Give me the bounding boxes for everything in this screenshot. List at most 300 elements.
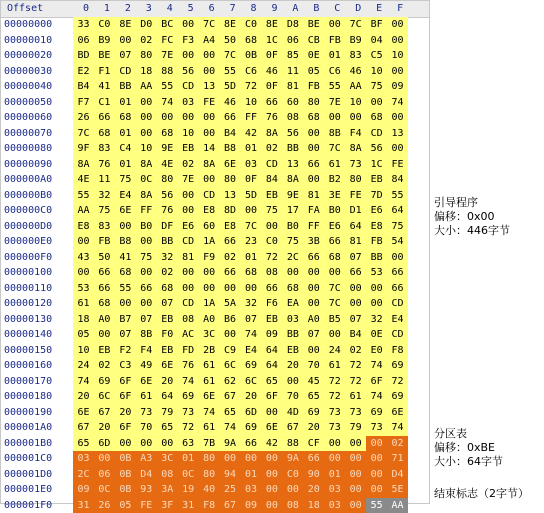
hex-byte[interactable]: BB [115, 79, 136, 95]
hex-byte[interactable]: 13 [220, 188, 241, 204]
hex-byte[interactable]: 00 [282, 482, 303, 498]
hex-byte[interactable]: FB [94, 234, 115, 250]
hex-byte[interactable]: B4 [73, 79, 94, 95]
hex-byte[interactable]: E6 [366, 203, 387, 219]
hex-byte[interactable]: 66 [387, 265, 408, 281]
hex-byte[interactable]: 07 [345, 312, 366, 328]
hex-byte[interactable]: 20 [115, 405, 136, 421]
hex-byte[interactable]: C9 [220, 343, 241, 359]
hex-byte[interactable]: 61 [136, 389, 157, 405]
hex-byte[interactable]: 00 [303, 141, 324, 157]
hex-byte[interactable]: C6 [324, 64, 345, 80]
hex-byte[interactable]: F0 [157, 327, 178, 343]
hex-byte[interactable]: 07 [157, 296, 178, 312]
hex-byte[interactable]: 00 [199, 172, 220, 188]
hex-byte[interactable]: A0 [303, 312, 324, 328]
hex-byte[interactable]: 00 [199, 48, 220, 64]
hex-byte[interactable]: 03 [73, 451, 94, 467]
hex-byte[interactable]: C5 [366, 48, 387, 64]
hex-byte[interactable]: 14 [199, 141, 220, 157]
hex-byte[interactable]: 02 [136, 33, 157, 49]
hex-byte[interactable]: 00 [136, 126, 157, 142]
hex-byte[interactable]: 00 [199, 110, 220, 126]
hex-byte[interactable]: FB [366, 234, 387, 250]
hex-byte[interactable]: CD [178, 296, 199, 312]
hex-byte[interactable]: F3 [178, 33, 199, 49]
hex-byte[interactable]: BD [73, 48, 94, 64]
hex-byte[interactable]: 11 [282, 64, 303, 80]
hex-byte[interactable]: B4 [220, 126, 241, 142]
hex-byte[interactable]: 00 [136, 296, 157, 312]
hex-byte[interactable]: 10 [73, 343, 94, 359]
hex-byte[interactable]: 01 [241, 250, 262, 266]
hex-byte[interactable]: 74 [73, 374, 94, 390]
hex-byte[interactable]: 02 [345, 343, 366, 359]
hex-byte[interactable]: CF [303, 436, 324, 452]
hex-byte[interactable]: 00 [303, 265, 324, 281]
hex-byte[interactable]: E4 [241, 343, 262, 359]
hex-byte[interactable]: 61 [324, 157, 345, 173]
hex-byte[interactable]: 80 [345, 172, 366, 188]
hex-byte[interactable]: C1 [94, 95, 115, 111]
hex-byte[interactable]: 10 [178, 126, 199, 142]
hex-byte[interactable]: 00 [324, 436, 345, 452]
hex-byte[interactable]: 6F [261, 389, 282, 405]
hex-byte[interactable]: F7 [73, 95, 94, 111]
hex-byte[interactable]: CD [178, 79, 199, 95]
hex-byte[interactable]: 61 [73, 296, 94, 312]
hex-byte[interactable]: 66 [136, 281, 157, 297]
hex-byte[interactable]: 55 [366, 498, 387, 513]
hex-byte[interactable]: 72 [324, 389, 345, 405]
hex-byte[interactable]: 61 [199, 420, 220, 436]
hex-byte[interactable]: 00 [303, 126, 324, 142]
hex-byte[interactable]: 64 [345, 219, 366, 235]
hex-byte[interactable]: 00 [324, 327, 345, 343]
hex-byte[interactable]: B2 [324, 172, 345, 188]
hex-byte[interactable]: 00 [303, 296, 324, 312]
hex-byte[interactable]: E8 [73, 219, 94, 235]
hex-byte[interactable]: 55 [220, 64, 241, 80]
hex-byte[interactable]: 00 [303, 281, 324, 297]
hex-byte[interactable]: 74 [220, 420, 241, 436]
hex-byte[interactable]: 01 [324, 467, 345, 483]
hex-byte[interactable]: 7C [324, 281, 345, 297]
hex-byte[interactable]: 02 [261, 141, 282, 157]
hex-byte[interactable]: 73 [324, 405, 345, 421]
hex-byte[interactable]: B0 [324, 203, 345, 219]
hex-byte[interactable]: 68 [282, 281, 303, 297]
hex-byte[interactable]: C0 [94, 17, 115, 33]
hex-byte[interactable]: E6 [324, 219, 345, 235]
hex-byte[interactable]: 69 [241, 358, 262, 374]
hex-byte[interactable]: A0 [199, 312, 220, 328]
hex-byte[interactable]: 6D [241, 405, 262, 421]
hex-byte[interactable]: 63 [178, 436, 199, 452]
hex-byte[interactable]: 8E [261, 17, 282, 33]
hex-byte[interactable]: 06 [73, 33, 94, 49]
hex-byte[interactable]: 66 [220, 234, 241, 250]
hex-byte[interactable]: 20 [157, 374, 178, 390]
hex-byte[interactable]: 00 [73, 234, 94, 250]
hex-byte[interactable]: 68 [366, 110, 387, 126]
hex-byte[interactable]: B5 [324, 312, 345, 328]
hex-byte[interactable]: 9A [220, 436, 241, 452]
hex-byte[interactable]: EB [157, 343, 178, 359]
hex-byte[interactable]: 5D [220, 79, 241, 95]
hex-byte[interactable]: 81 [303, 188, 324, 204]
hex-byte[interactable]: 10 [136, 141, 157, 157]
hex-byte[interactable]: 05 [303, 64, 324, 80]
hex-byte[interactable]: 69 [366, 405, 387, 421]
hex-byte[interactable]: 46 [345, 64, 366, 80]
hex-byte[interactable]: 10 [366, 64, 387, 80]
hex-byte[interactable]: 24 [73, 358, 94, 374]
hex-byte[interactable]: 9E [157, 141, 178, 157]
hex-byte[interactable]: 10 [241, 95, 262, 111]
hex-byte[interactable]: AA [73, 203, 94, 219]
hex-byte[interactable]: 69 [94, 374, 115, 390]
hex-byte[interactable]: 07 [115, 327, 136, 343]
hex-byte[interactable]: D1 [345, 203, 366, 219]
hex-byte[interactable]: 0E [303, 48, 324, 64]
hex-byte[interactable]: 6E [115, 203, 136, 219]
hex-byte[interactable]: BE [94, 48, 115, 64]
hex-byte[interactable]: 8B [324, 126, 345, 142]
hex-byte[interactable]: 00 [345, 281, 366, 297]
hex-byte[interactable]: 62 [220, 374, 241, 390]
hex-byte[interactable]: 7D [366, 188, 387, 204]
hex-byte[interactable]: E8 [366, 219, 387, 235]
hex-byte[interactable]: 68 [115, 265, 136, 281]
hex-byte[interactable]: 25 [220, 482, 241, 498]
hex-byte[interactable]: 68 [157, 281, 178, 297]
hex-byte[interactable]: 00 [261, 482, 282, 498]
hex-byte[interactable]: FF [241, 110, 262, 126]
hex-byte[interactable]: 66 [345, 265, 366, 281]
hex-byte[interactable]: 3E [324, 188, 345, 204]
hex-byte[interactable]: 19 [178, 482, 199, 498]
hex-byte[interactable]: 75 [115, 172, 136, 188]
hex-byte[interactable]: 55 [387, 188, 408, 204]
hex-byte[interactable]: D4 [387, 467, 408, 483]
hex-byte[interactable]: 7E [157, 48, 178, 64]
hex-byte[interactable]: 74 [178, 374, 199, 390]
hex-byte[interactable]: 69 [303, 405, 324, 421]
hex-byte[interactable]: 73 [366, 420, 387, 436]
hex-byte[interactable]: 76 [94, 157, 115, 173]
hex-byte[interactable]: 00 [345, 498, 366, 513]
hex-byte[interactable]: 5D [241, 188, 262, 204]
hex-byte[interactable]: FE [387, 157, 408, 173]
hex-byte[interactable]: 84 [261, 172, 282, 188]
hex-byte[interactable]: 20 [282, 358, 303, 374]
hex-byte[interactable]: 72 [241, 79, 262, 95]
hex-byte[interactable]: 42 [261, 436, 282, 452]
hex-grid[interactable] [73, 17, 429, 513]
hex-byte[interactable]: 00 [261, 219, 282, 235]
hex-byte[interactable]: BE [303, 17, 324, 33]
hex-byte[interactable]: CD [178, 234, 199, 250]
hex-byte[interactable]: 55 [324, 79, 345, 95]
hex-byte[interactable]: 61 [345, 389, 366, 405]
hex-byte[interactable]: 00 [261, 451, 282, 467]
hex-byte[interactable]: 00 [94, 451, 115, 467]
hex-byte[interactable]: 00 [324, 110, 345, 126]
hex-byte[interactable]: F6 [261, 296, 282, 312]
hex-byte[interactable]: 08 [157, 467, 178, 483]
hex-byte[interactable]: 02 [94, 358, 115, 374]
hex-byte[interactable]: 79 [345, 420, 366, 436]
hex-byte[interactable]: 66 [94, 281, 115, 297]
hex-byte[interactable]: 75 [282, 234, 303, 250]
hex-byte[interactable]: 06 [94, 467, 115, 483]
hex-byte[interactable]: 00 [199, 281, 220, 297]
hex-byte[interactable]: B0 [136, 219, 157, 235]
hex-byte[interactable]: 68 [94, 126, 115, 142]
hex-byte[interactable]: 20 [303, 482, 324, 498]
hex-byte[interactable]: 00 [178, 48, 199, 64]
hex-byte[interactable]: 81 [345, 234, 366, 250]
hex-byte[interactable]: 08 [282, 110, 303, 126]
hex-byte[interactable]: 70 [136, 420, 157, 436]
hex-byte[interactable]: 8D [220, 203, 241, 219]
hex-byte[interactable]: 7C [199, 17, 220, 33]
hex-byte[interactable]: 00 [261, 467, 282, 483]
hex-byte[interactable]: 03 [178, 95, 199, 111]
hex-byte[interactable]: 3B [303, 234, 324, 250]
hex-byte[interactable]: 23 [241, 234, 262, 250]
hex-byte[interactable]: 55 [73, 188, 94, 204]
hex-byte[interactable]: F4 [345, 126, 366, 142]
hex-byte[interactable]: 00 [345, 436, 366, 452]
hex-byte[interactable]: 6D [94, 436, 115, 452]
hex-byte[interactable]: 80 [220, 172, 241, 188]
hex-byte[interactable]: 83 [94, 141, 115, 157]
hex-byte[interactable]: 3C [199, 327, 220, 343]
hex-byte[interactable]: FE [136, 498, 157, 513]
hex-byte[interactable]: 1C [366, 157, 387, 173]
hex-byte[interactable]: E4 [387, 312, 408, 328]
hex-byte[interactable]: 68 [115, 110, 136, 126]
hex-byte[interactable]: 80 [199, 451, 220, 467]
hex-byte[interactable]: 0B [115, 482, 136, 498]
hex-byte[interactable]: E8 [220, 219, 241, 235]
hex-byte[interactable]: 0B [241, 48, 262, 64]
hex-byte[interactable]: 83 [345, 48, 366, 64]
hex-byte[interactable]: 7E [178, 172, 199, 188]
hex-byte[interactable]: 5E [387, 482, 408, 498]
hex-byte[interactable]: 69 [387, 389, 408, 405]
hex-byte[interactable]: 8A [136, 157, 157, 173]
hex-byte[interactable]: 02 [178, 157, 199, 173]
hex-byte[interactable]: 31 [178, 498, 199, 513]
hex-byte[interactable]: 64 [261, 343, 282, 359]
hex-byte[interactable]: 3A [157, 482, 178, 498]
hex-byte[interactable]: A0 [94, 312, 115, 328]
hex-byte[interactable]: 72 [387, 374, 408, 390]
hex-byte[interactable]: 00 [387, 250, 408, 266]
hex-byte[interactable]: 32 [241, 296, 262, 312]
hex-byte[interactable]: 00 [178, 281, 199, 297]
hex-byte[interactable]: 00 [199, 265, 220, 281]
hex-byte[interactable]: 80 [136, 48, 157, 64]
hex-byte[interactable]: 00 [366, 482, 387, 498]
hex-byte[interactable]: 73 [136, 405, 157, 421]
hex-byte[interactable]: 32 [366, 312, 387, 328]
hex-byte[interactable]: B7 [115, 312, 136, 328]
hex-byte[interactable]: CD [115, 64, 136, 80]
hex-byte[interactable]: A4 [199, 33, 220, 49]
hex-byte[interactable]: 0C [94, 482, 115, 498]
hex-byte[interactable]: 32 [157, 250, 178, 266]
hex-byte[interactable]: 61 [199, 358, 220, 374]
hex-byte[interactable]: 07 [115, 48, 136, 64]
hex-byte[interactable]: 60 [199, 219, 220, 235]
hex-byte[interactable]: 61 [199, 374, 220, 390]
hex-byte[interactable]: 69 [241, 420, 262, 436]
hex-byte[interactable]: 40 [199, 482, 220, 498]
hex-byte[interactable]: 66 [241, 436, 262, 452]
hex-byte[interactable]: 07 [241, 312, 262, 328]
hex-byte[interactable]: 00 [115, 219, 136, 235]
hex-byte[interactable]: 46 [261, 64, 282, 80]
hex-byte[interactable]: 00 [345, 110, 366, 126]
hex-byte[interactable]: 09 [387, 79, 408, 95]
hex-byte[interactable]: C3 [115, 358, 136, 374]
hex-byte[interactable]: 53 [73, 281, 94, 297]
hex-byte[interactable]: CD [261, 157, 282, 173]
hex-byte[interactable]: 0F [261, 48, 282, 64]
hex-byte[interactable]: D0 [136, 17, 157, 33]
hex-byte[interactable]: 64 [261, 358, 282, 374]
hex-byte[interactable]: 73 [178, 405, 199, 421]
hex-byte[interactable]: C0 [241, 17, 262, 33]
hex-byte[interactable]: 6E [261, 420, 282, 436]
hex-byte[interactable]: 7B [199, 436, 220, 452]
hex-byte[interactable]: 65 [220, 405, 241, 421]
hex-byte[interactable]: 68 [157, 126, 178, 142]
hex-byte[interactable]: 66 [387, 281, 408, 297]
hex-byte[interactable]: E6 [178, 219, 199, 235]
hex-byte[interactable]: 13 [387, 126, 408, 142]
hex-byte[interactable]: CB [303, 33, 324, 49]
hex-byte[interactable]: 00 [366, 451, 387, 467]
hex-byte[interactable]: EA [282, 296, 303, 312]
hex-byte[interactable]: 6E [199, 389, 220, 405]
hex-byte[interactable]: D4 [136, 467, 157, 483]
hex-byte[interactable]: EB [282, 343, 303, 359]
hex-byte[interactable]: 13 [199, 79, 220, 95]
hex-byte[interactable]: 70 [282, 389, 303, 405]
hex-byte[interactable]: 03 [324, 482, 345, 498]
hex-byte[interactable]: 03 [241, 157, 262, 173]
hex-byte[interactable]: 00 [157, 110, 178, 126]
hex-byte[interactable]: FF [303, 219, 324, 235]
hex-byte[interactable]: 00 [303, 172, 324, 188]
hex-byte[interactable]: 75 [94, 203, 115, 219]
hex-byte[interactable]: 09 [241, 498, 262, 513]
hex-byte[interactable]: 03 [241, 482, 262, 498]
hex-byte[interactable]: 80 [303, 95, 324, 111]
hex-byte[interactable]: 7C [241, 219, 262, 235]
hex-byte[interactable]: AA [136, 79, 157, 95]
hex-byte[interactable]: 00 [178, 188, 199, 204]
hex-byte[interactable]: 76 [178, 358, 199, 374]
hex-byte[interactable]: A3 [136, 451, 157, 467]
hex-byte[interactable]: 00 [345, 467, 366, 483]
hex-byte[interactable]: 74 [387, 95, 408, 111]
hex-byte[interactable]: 7C [73, 126, 94, 142]
hex-byte[interactable]: 00 [199, 64, 220, 80]
hex-byte[interactable]: 11 [94, 172, 115, 188]
hex-byte[interactable]: F2 [115, 343, 136, 359]
hex-byte[interactable]: 00 [178, 265, 199, 281]
hex-byte[interactable]: 00 [115, 296, 136, 312]
hex-byte[interactable]: D8 [282, 17, 303, 33]
hex-byte[interactable]: 31 [73, 498, 94, 513]
hex-byte[interactable]: BB [157, 234, 178, 250]
hex-byte[interactable]: 75 [261, 203, 282, 219]
hex-byte[interactable]: 6E [136, 374, 157, 390]
hex-byte[interactable]: BB [366, 250, 387, 266]
hex-byte[interactable]: 93 [136, 482, 157, 498]
hex-byte[interactable]: 13 [282, 157, 303, 173]
hex-byte[interactable]: 50 [94, 250, 115, 266]
hex-byte[interactable]: 74 [241, 327, 262, 343]
hex-byte[interactable]: 00 [241, 281, 262, 297]
hex-byte[interactable]: 05 [73, 327, 94, 343]
hex-byte[interactable]: EB [178, 141, 199, 157]
hex-byte[interactable]: 67 [282, 420, 303, 436]
hex-byte[interactable]: 05 [115, 498, 136, 513]
hex-byte[interactable]: 8A [199, 157, 220, 173]
hex-byte[interactable]: 50 [220, 33, 241, 49]
hex-byte[interactable]: 00 [345, 296, 366, 312]
hex-byte[interactable]: 0C [136, 172, 157, 188]
hex-byte[interactable]: 0F [241, 172, 262, 188]
hex-byte[interactable]: FF [136, 203, 157, 219]
hex-byte[interactable]: 32 [94, 188, 115, 204]
hex-byte[interactable]: 18 [303, 498, 324, 513]
hex-byte[interactable]: 56 [366, 141, 387, 157]
hex-byte[interactable]: 00 [220, 327, 241, 343]
hex-byte[interactable]: B8 [115, 234, 136, 250]
hex-byte[interactable]: 60 [282, 95, 303, 111]
hex-byte[interactable]: CD [387, 327, 408, 343]
hex-byte[interactable]: 90 [303, 467, 324, 483]
hex-byte[interactable]: 00 [324, 451, 345, 467]
hex-byte[interactable]: 00 [366, 95, 387, 111]
hex-byte[interactable]: 9E [282, 188, 303, 204]
hex-byte[interactable]: 45 [303, 374, 324, 390]
hex-byte[interactable]: 49 [136, 358, 157, 374]
hex-byte[interactable]: 84 [387, 172, 408, 188]
hex-byte[interactable]: 54 [387, 234, 408, 250]
hex-byte[interactable]: 00 [366, 281, 387, 297]
hex-byte[interactable]: FB [303, 79, 324, 95]
hex-byte[interactable]: 4E [73, 172, 94, 188]
hex-byte[interactable]: EB [94, 343, 115, 359]
hex-byte[interactable]: C0 [282, 467, 303, 483]
hex-byte[interactable]: 68 [241, 265, 262, 281]
hex-byte[interactable]: 66 [94, 265, 115, 281]
hex-byte[interactable]: 67 [73, 420, 94, 436]
hex-byte[interactable]: 75 [387, 219, 408, 235]
hex-byte[interactable]: 20 [94, 420, 115, 436]
hex-byte[interactable]: 8B [136, 327, 157, 343]
hex-byte[interactable]: 00 [178, 110, 199, 126]
